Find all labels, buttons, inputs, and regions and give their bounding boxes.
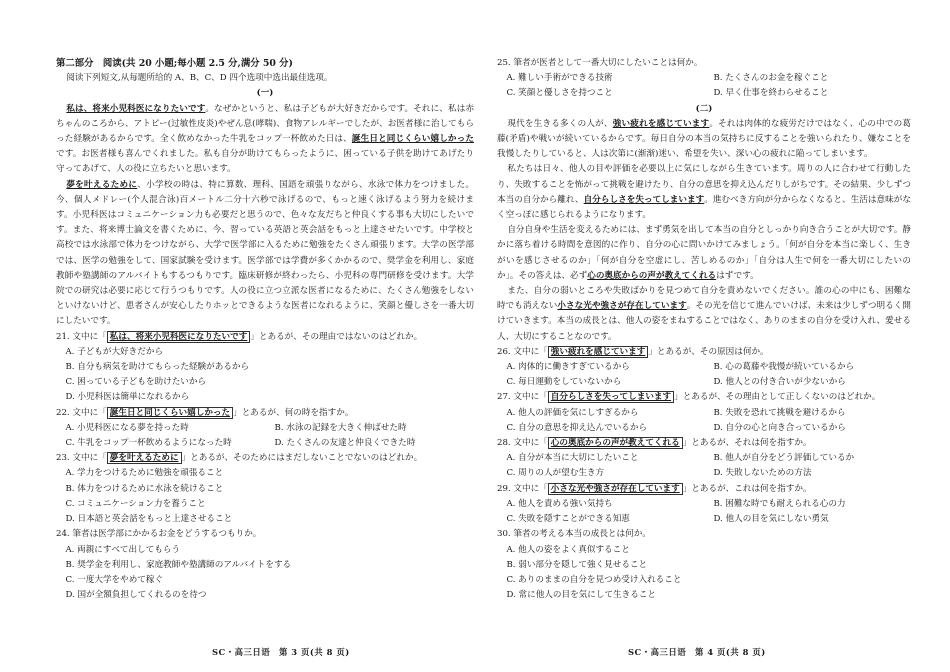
option-c[interactable]: C. 自分の意思を抑え込んでいるから: [506, 422, 648, 433]
right-column: [497, 56, 911, 603]
question-24: 24. 筆者は医学部にかかるお金をどうするつもりか。: [56, 529, 262, 540]
option-a[interactable]: A. 肉体的に働きすぎているから: [506, 362, 630, 373]
quoted-phrase: 私は、将来小児科医になりたいです: [107, 331, 251, 343]
option-c[interactable]: C. 失敗を隠すことができる知恵: [506, 514, 630, 525]
option-d[interactable]: D. 常に他人の目を気にして生きること: [506, 590, 657, 601]
stem-text: 」とあるが、その原因は何か。: [648, 346, 769, 357]
option-c[interactable]: C. 周りの人が望む生き方: [506, 468, 605, 479]
instruction: 阅读下列短文,从每题所给的 A、B、C、D 四个选项中选出最佳选项。: [66, 73, 333, 84]
option-b[interactable]: B. 困難な時でも耐えられる心の力: [713, 498, 846, 509]
option-c[interactable]: C. ありのままの自分を見つめ受け入れること: [506, 574, 682, 585]
option-d[interactable]: D. 早く仕事を終わらせること: [713, 88, 829, 99]
stem-text: 26. 文中に「: [497, 346, 548, 357]
question-25: 25. 筆者が医者として一番大切にしたいことは何か。: [497, 58, 703, 68]
passage1-paragraph: [56, 178, 474, 330]
stem-text: 」とあるが、何の時を指すか。: [233, 407, 354, 418]
question-26: [497, 345, 911, 360]
part-title: 第二部分 阅读(共 20 小题;每小题 2.5 分,满分 50 分): [56, 58, 293, 69]
option-c[interactable]: C. 笑顔と優しさを持つこと: [506, 88, 613, 99]
option-a[interactable]: A. 他人の評価を気にしすぎるから: [506, 407, 639, 418]
options-row: [56, 436, 474, 451]
stem-text: 21. 文中に「: [56, 331, 107, 342]
question-27: [497, 390, 911, 405]
stem-text: 27. 文中に「: [497, 392, 548, 403]
stem-text: 」とあるが、その理由ではないのはどれか。: [250, 331, 423, 342]
question-22: [56, 406, 474, 421]
option-b[interactable]: B. 他人が自分をどう評価しているか: [713, 453, 855, 464]
options-row: [497, 86, 911, 101]
emphasis-phrase: 自分らしさを失ってしまいます: [583, 194, 705, 205]
quoted-phrase: 夢を叶えるために: [107, 452, 182, 464]
paragraph-text: 自分自身や生活を変えるためには、まず勇気を出して本当の自分としっかり向き合うことが大切です。静かに落ち着ける時間を意図的に作り、自分の心に問いかけてみましょう。「何が自分を本当に楽しく、生きがいを感じさせるのか」「何が自分を空虚にし、苦しめるのか」「自分は人生で何を一番大切にしたいのか」。その答えは、必ず: [497, 225, 911, 281]
stem-text: 28. 文中に「: [497, 438, 548, 449]
emphasis-phrase: 夢を叶えるために: [66, 179, 138, 190]
left-column: [56, 56, 474, 603]
option-a[interactable]: A. 両親にすべて出してもらう: [65, 544, 181, 555]
question-28: [497, 436, 911, 451]
passage2-paragraph: [497, 162, 911, 223]
options-row: [497, 406, 911, 421]
option-c[interactable]: C. 困っている子どもを助けたいから: [65, 377, 207, 388]
paragraph-text: 。進むべき方向が分からなくなると、生活は意味がなく空っぽに感じられるようになります。: [497, 194, 911, 221]
option-a[interactable]: A. 他人を責める強い気持ち: [506, 498, 613, 509]
paragraph-text: 私たちは日々、他人の目や評価を必要以上に気にしながら生きています。周りの人に合わせて行動したり、失敗することを怖がって挑戦を避けたり、自分の意思を抑え込んだりしがちです。その結果、少しずつ本当の自分から離れ、: [497, 164, 911, 205]
quoted-phrase: 強い疲れを感じています: [548, 346, 649, 358]
options-row: [56, 421, 474, 436]
quoted-phrase: 誕生日と同じくらい嬉しかった: [107, 407, 233, 419]
passage2-paragraph: [497, 284, 911, 345]
paragraph-text: はずです。: [716, 270, 759, 281]
stem-text: 22. 文中に「: [56, 407, 107, 418]
options-row: [497, 497, 911, 512]
option-d[interactable]: D. たくさんの友達と仲良くできた時: [274, 438, 416, 449]
section-label-1: (一): [256, 88, 274, 99]
question-21: [56, 330, 474, 345]
option-d[interactable]: D. 国が全額負担してくれるのを待つ: [65, 590, 207, 601]
option-a[interactable]: A. 子どもが大好きだから: [65, 346, 164, 357]
option-b[interactable]: B. 体力をつけるために水泳を続けること: [65, 483, 224, 494]
paragraph-text: 。なぜかというと、私は子どもが大好きだからです。それに、私は赤ちゃんのころから、アトピー(过敏性皮炎)やぜん息(哮喘)、食物アレルギーでしたが、お医者様に治してもらった経験があるからです。全く飲めなかった牛乳をコップ一杯飲めた日は、: [56, 103, 474, 145]
stem-text: 23. 文中に「: [56, 453, 107, 464]
quoted-phrase: 小さな光や強さが存在しています: [548, 483, 683, 495]
passage2-paragraph: [497, 117, 911, 163]
option-b[interactable]: B. 水泳の記録を大きく伸ばせた時: [274, 422, 407, 433]
option-d[interactable]: D. 失敗しないための方法: [713, 468, 812, 479]
stem-text: 」とあるが、その理由として正しくないのはどれか。: [674, 392, 881, 403]
paragraph-text: 、小学校の時は、特に算数、理科、国語を頑張りながら、水泳で体力をつけました。今、個人メドレー(个人混合泳)百メートル二分十六秒で泳げるので、もっと速く泳げるよう努力を続けます。小児科医はコミュニケーション力も必要だと思うので、色々な友だちと仲良くする事も大切にしたいです。また、将来博士論文を書くために、今、習っている英語と英会話をもっと上達させたいです。中学校と高校では水泳部で体力をつけながら、大学で医学部に入るために勉強をたくさん頑張ります。大学の医学部では、医学の勉強をして、国家試験を受けます。医学部では学費が多くかかるので、奨学金を利用し、家庭教師や塾講師のアルバイトもするつもりです。臨床研修が終わったら、小児科の専門研修を受けます。大学院での研究は必要に応じて行うつもりです。人の役に立つ立派な医者になるために、たくさん勉強をしないといけないけど、患者さんが安心したりホッとできるような医者になれるように、笑顔と優しさを一番大切にしたいです。: [56, 179, 474, 327]
options-row: [497, 512, 911, 527]
options-row: [497, 466, 911, 481]
options-row: [497, 451, 911, 466]
paragraph-text: 現代を生きる多くの人が、: [507, 118, 613, 129]
option-c[interactable]: C. コミュニケーション力を養うこと: [65, 498, 206, 509]
option-a[interactable]: A. 自分が本当に大切にしたいこと: [506, 453, 639, 464]
option-a[interactable]: A. 他人の姿をよく真似すること: [506, 544, 630, 555]
question-30: 30. 筆者の考える本当の成長とは何か。: [497, 529, 651, 540]
question-29: [497, 482, 911, 497]
paragraph-text: 。その光を信じて進んでいけば、未来は少しずつ明るく開けていきます。本当の成長とは、他人の姿をまねすることではなく、ありのままの自分を受け入れ、愛せる人、大切にすることなのです。: [497, 301, 911, 342]
question-23: [56, 451, 474, 466]
passage1-paragraph: [56, 102, 474, 178]
paragraph-text: 。それは肉体的な疲労だけではなく、心の中での葛藤(矛盾)や戦いが続いているからです。毎日自分の本当の気持ちに反することを強いられたり、嫌なことを我慢したりしていると、人は次第に(渐渐)迷い、希望を失い、深い心の疲れに陥ってしまいます。: [497, 118, 911, 160]
option-b[interactable]: B. 自分も病気を助けてもらった経験があるから: [65, 362, 250, 373]
passage2-paragraph: [497, 223, 911, 284]
emphasis-phrase: 小さな光や強さが存在しています: [557, 301, 687, 312]
stem-text: 」とあるが、それは何を指すか。: [682, 438, 812, 449]
paragraph-text: です。お医者様も喜んでくれました。私も自分が助けてもらったように、困っている子供を助けてあげたり守ってあげて、人の役に立ちたいと思います。: [56, 149, 474, 175]
page-footer-left: SC・高三日语 第 3 页(共 8 页): [212, 647, 350, 657]
stem-text: 29. 文中に「: [497, 483, 548, 494]
quoted-phrase: 自分らしさを失ってしまいます: [548, 391, 674, 403]
option-c[interactable]: C. 毎日運動をしていないから: [506, 377, 622, 388]
page-footer-right: SC・高三日语 第 4 页(共 8 页): [628, 647, 766, 657]
option-a[interactable]: A. 難しい手術ができる技術: [506, 73, 613, 84]
option-d[interactable]: D. 自分の心と向き合っているから: [713, 422, 846, 433]
option-a[interactable]: A. 学力をつけるために勉強を頑張ること: [65, 468, 224, 479]
option-d[interactable]: D. 他人との付き合いが少ないから: [713, 377, 846, 388]
options-row: [497, 375, 911, 390]
option-b[interactable]: B. たくさんのお金を稼ぐこと: [713, 73, 829, 84]
option-d[interactable]: D. 他人の目を気にしない勇気: [713, 514, 829, 525]
stem-text: 」とあるが、これは何を指すか。: [682, 483, 812, 494]
emphasis-phrase: 私は、将来小児科医になりたいです: [66, 103, 206, 114]
option-c[interactable]: C. 一度大学をやめて稼ぐ: [65, 574, 164, 585]
emphasis-phrase: 誕生日と同じくらい嬉しかった: [351, 134, 474, 145]
stem-text: 」とあるが、そのためにはまだしないことでないのはどれか。: [181, 453, 423, 464]
emphasis-phrase: 強い疲れを感じています: [612, 118, 710, 129]
quoted-phrase: 心の奥底からの声が教えてくれる: [548, 437, 683, 449]
emphasis-phrase: 心の奥底からの声が教えてくれる: [587, 270, 717, 281]
option-b[interactable]: B. 奨学金を利用し、家庭教師や塾講師のアルバイトをする: [65, 559, 292, 570]
options-row: [497, 421, 911, 436]
option-b[interactable]: B. 弱い部分を隠して強く見せること: [506, 559, 648, 570]
options-row: [497, 360, 911, 375]
option-c[interactable]: C. 牛乳をコップ一杯飲めるようになった時: [65, 438, 232, 449]
option-a[interactable]: A. 小児科医になる夢を持った時: [65, 422, 189, 433]
option-b[interactable]: B. 失敗を恐れて挑戦を避けるから: [713, 407, 846, 418]
option-b[interactable]: B. 心の葛藤や我慢が続いているから: [713, 362, 855, 373]
paragraph-text: また、自分の弱いところや失敗ばかりを見つめて自分を責めないでください。誰の心の中にも、困難な時でも消えない: [497, 286, 911, 312]
option-d[interactable]: D. 日本語と英会話をもっと上達させること: [65, 514, 233, 525]
option-d[interactable]: D. 小児科医は簡単になれるから: [65, 392, 190, 403]
section-label-2: (二): [695, 103, 713, 114]
options-row: [497, 71, 911, 86]
